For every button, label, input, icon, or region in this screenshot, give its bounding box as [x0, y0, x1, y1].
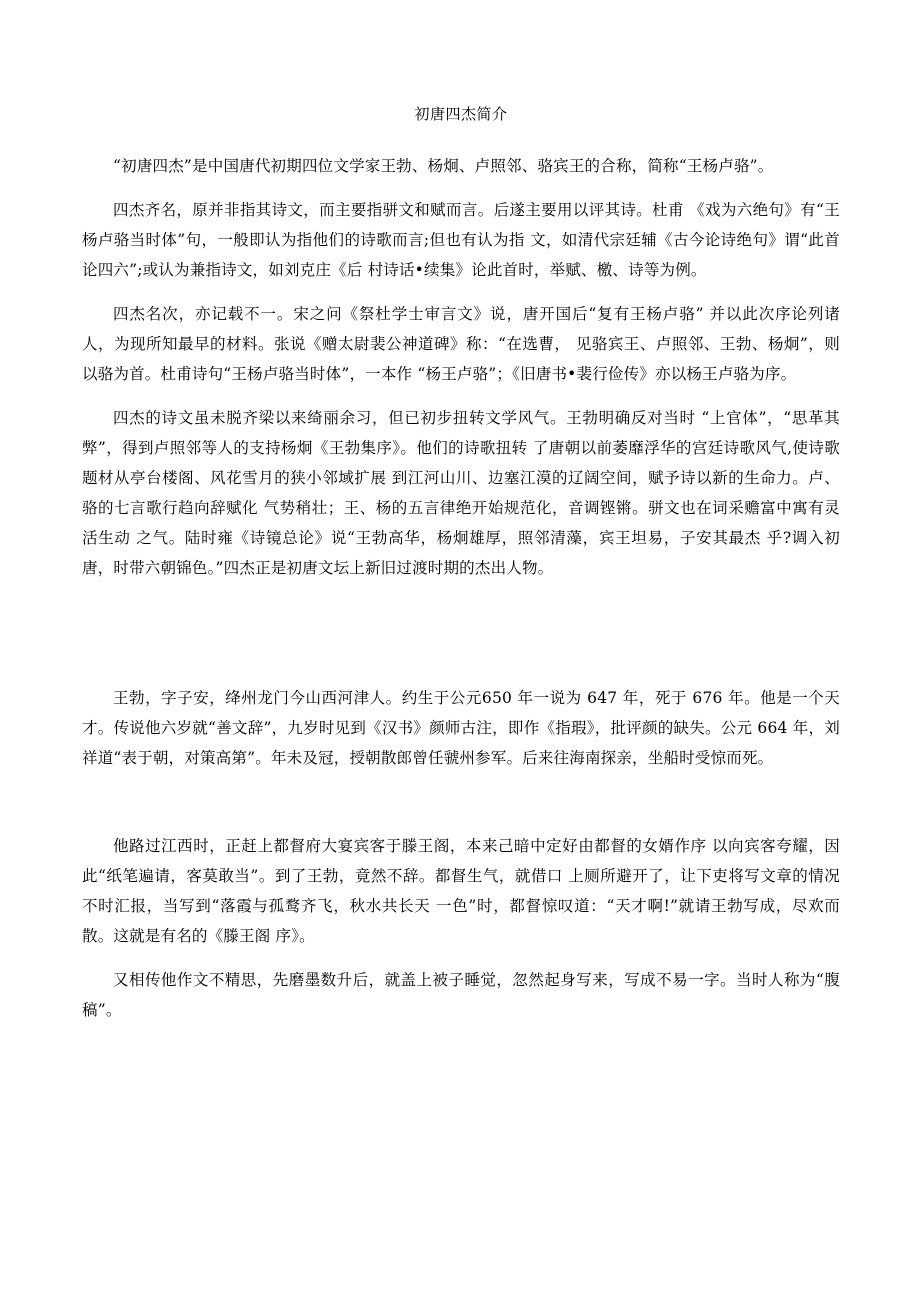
- section-gap-2: [82, 787, 840, 831]
- paragraph-intro-4: 四杰的诗文虽未脱齐梁以来绮丽余习，但已初步扭转文学风气。王勃明确反对当时 “上官体”，“思革其弊”，得到卢照邻等人的支持杨炯《王勃集序》。他们的诗歌扭转 了唐朝以前萎靡浮华的宫廷诗歌风气,使诗歌题材从亭台楼阁、风花雪月的狭小邻域扩展 到江河山川、边塞江漠的辽阔空间，赋予诗以新的生命力。卢、骆的七言歌行趋向辞赋化 气势稍壮；王、杨的五言律绝开始规范化，音调铿锵。骈文也在词采赡富中寓有灵活生动 之气。陆时雍《诗镜总论》说“王勃高华，杨炯雄厚，照邻清藻，宾王坦易，子安其最杰 乎?调入初唐，时带六朝锦色。”四杰正是初唐文坛上新旧过渡时期的杰出人物。: [82, 409, 840, 577]
- page-title: 初唐四杰简介: [414, 105, 508, 123]
- paragraph-tengwangge-2: 又相传他作文不精思，先磨墨数升后，就盖上被子睡觉，忽然起身写来，写成不易一字。当时人称为“腹稿”。: [82, 971, 840, 1019]
- paragraph-intro-3: 四杰名次，亦记载不一。宋之问《祭杜学士审言文》说，唐开国后“复有王杨卢骆” 并以此次序论列诸人，为现所知最早的材料。张说《赠太尉裴公神道碑》称：“在选曹， 见骆宾王、卢照邻、王勃、杨炯”，则以骆为首。杜甫诗句“王杨卢骆当时体”，一本作 “杨王卢骆”；《旧唐书•裴行俭传》亦以杨王卢骆为序。: [82, 305, 840, 383]
- paragraph-tengwangge-1: 他路过江西时，正赶上都督府大宴宾客于滕王阁，本来己暗中定好由都督的女婿作序 以向宾客夸耀，因此“纸笔遍请，客莫敢当”。到了王勃，竟然不辞。都督生气，就借口 上厕所避开了，让下吏将写文章的情况不时汇报，当写到“落霞与孤鹜齐飞，秋水共长天 一色”时，都督惊叹道：“天才啊!”就请王勃写成，尽欢而散。这就是有名的《滕王阁 序》。: [82, 837, 840, 945]
- paragraph-intro-1: “初唐四杰”是中国唐代初期四位文学家王勃、杨炯、卢照邻、骆宾王的合称，简称“王杨卢骆”。: [113, 157, 774, 175]
- section-gap-1: [82, 597, 840, 683]
- paragraph-intro-2: 四杰齐名，原并非指其诗文，而主要指骈文和赋而言。后遂主要用以评其诗。杜甫 《戏为六绝句》有“王杨卢骆当时体”句，一般即认为指他们的诗歌而言;但也有认为指 文，如清代宗廷辅《古今论诗绝句》谓“此首论四六”;或认为兼指诗文，如刘克庄《后 村诗话•续集》论此首时，举赋、檄、诗等为例。: [82, 201, 840, 279]
- paragraph-wangbo-life-1: 王勃，字子安，绛州龙门今山西河津人。约生于公元650 年一说为 647 年，死于 676 年。他是一个天才。传说他六岁就“善文辞”，九岁时见到《汉书》颜师古注，即作《指瑕》，批评颜的缺失。公元 664 年，刘祥道“表于朝，对策高第”。年未及冠，授朝散郎曾任虢州参军。后来往海南探亲，坐船时受惊而死。: [82, 689, 840, 767]
